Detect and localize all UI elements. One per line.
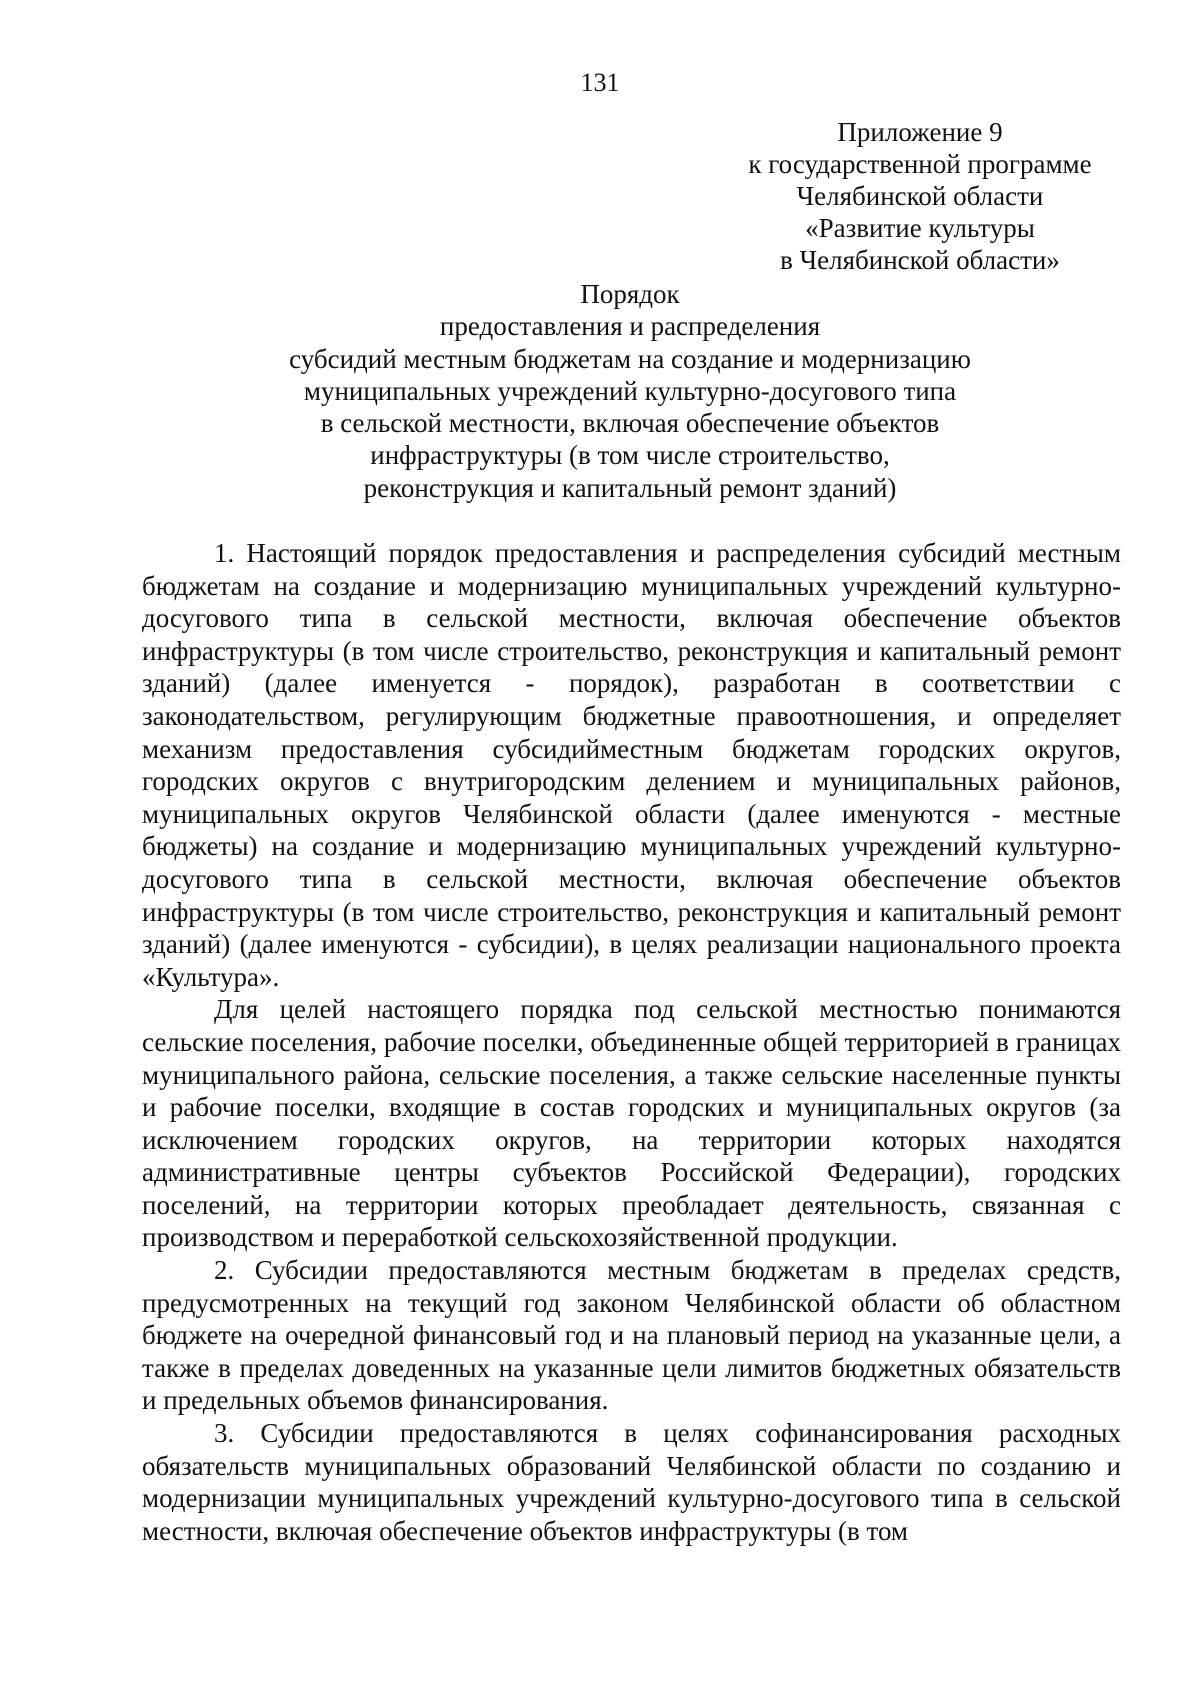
appendix-line: Приложение 9 <box>837 117 1003 147</box>
appendix-line: в Челябинской области» <box>780 245 1060 275</box>
appendix-header <box>700 116 1140 276</box>
document-title <box>150 278 1110 504</box>
title-line: инфраструктуры (в том числе строительство, <box>370 440 890 471</box>
paragraph-rural-definition: Для целей настоящего порядка под сельской местностью понимаются сельские поселения, рабочие поселки, объединенные общей территорией в границах муниципального района, сельские поселения, а также сельские населенные пункты и рабочие поселки, входящие в состав городских и муниципальных округов (за исключением городских округов, на территории которых находятся административные центры субъектов Российской Федерации), городских поселений, на территории которых преобладает деятельность, связанная с производством и переработкой сельскохозяйственной продукции. <box>142 994 1121 1253</box>
title-line: предоставления и распределения <box>439 311 821 342</box>
appendix-line: «Развитие культуры <box>805 213 1035 243</box>
document-body <box>142 537 1121 1547</box>
appendix-line: Челябинской области <box>796 181 1044 211</box>
title-line: субсидий местным бюджетам на создание и модернизацию <box>289 343 971 374</box>
paragraph-1: 1. Настоящий порядок предоставления и распределения субсидий местным бюджетам на создание и модернизацию муниципальных учреждений культурно-досугового типа в сельской местности, включая обеспечение объектов инфраструктуры (в том числе строительство, реконструкция и капитальный ремонт зданий) (далее именуется - порядок), разработан в соответствии с законодательством, регулирующим бюджетные правоотношения, и определяет механизм предоставления субсидийместным бюджетам городских округов, городских округов с внутригородским делением и муниципальных районов, муниципальных округов Челябинской области (далее именуются - местные бюджеты) на создание и модернизацию муниципальных учреждений культурно-досугового типа в сельской местности, включая обеспечение объектов инфраструктуры (в том числе строительство, реконструкция и капитальный ремонт зданий) (далее именуются - субсидии), в целях реализации национального проекта «Культура». <box>142 538 1121 992</box>
title-line: реконструкция и капитальный ремонт зданий) <box>363 472 897 503</box>
page-number: 131 <box>580 68 620 97</box>
appendix-line: к государственной программе <box>748 149 1092 179</box>
title-line: Порядок <box>580 279 680 309</box>
title-line: муниципальных учреждений культурно-досугового типа <box>303 375 957 406</box>
paragraph-2: 2. Субсидии предоставляются местным бюджетам в пределах средств, предусмотренных на текущий год законом Челябинской области об областном бюджете на очередной финансовый год и на плановый период на указанные цели, а также в пределах доведенных на указанные цели лимитов бюджетных обязательств и предельных объемов финансирования. <box>142 1255 1121 1416</box>
paragraph-3: 3. Субсидии предоставляются в целях софинансирования расходных обязательств муниципальных образований Челябинской области по созданию и модернизации муниципальных учреждений культурно-досугового типа в сельской местности, включая обеспечение объектов инфраструктуры (в том <box>142 1418 1121 1546</box>
title-line: в сельской местности, включая обеспечение объектов <box>320 408 940 439</box>
